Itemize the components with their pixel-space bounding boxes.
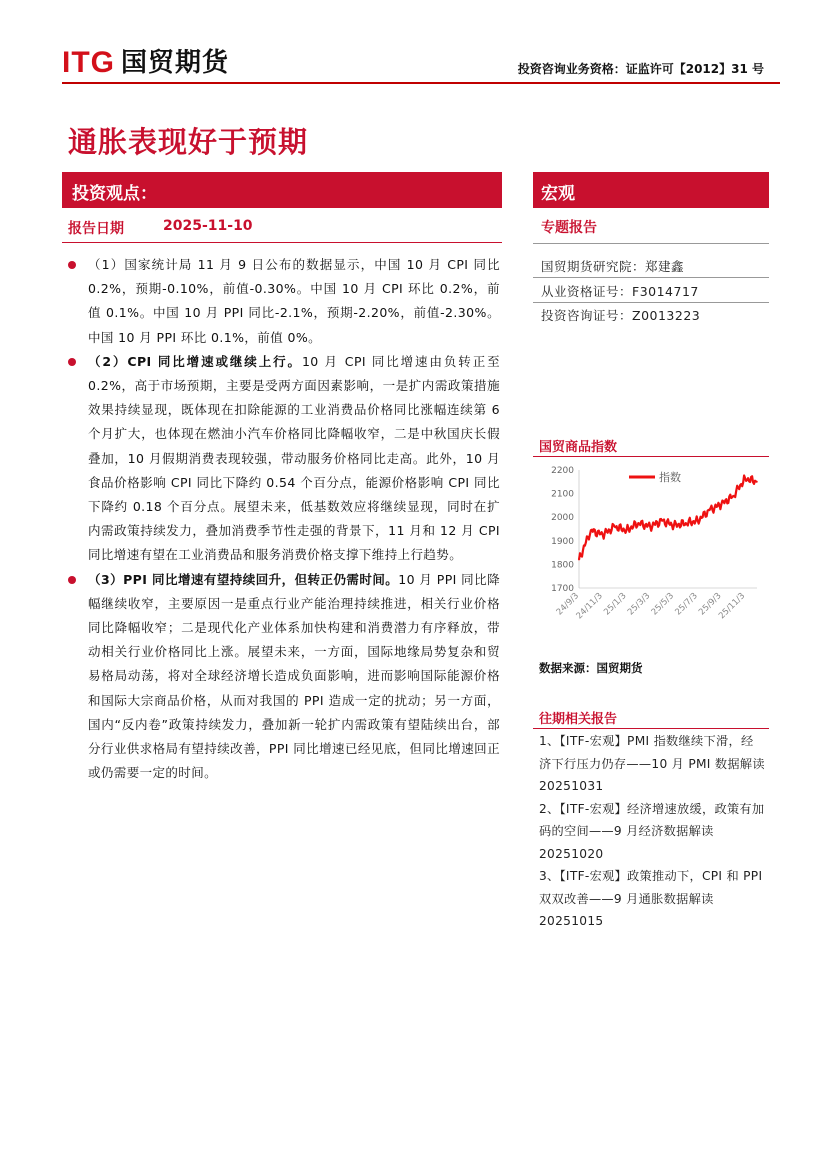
series-line-index [579, 476, 757, 560]
author-divider [533, 277, 769, 278]
data-point [661, 520, 663, 522]
date-divider [62, 242, 502, 243]
section-bar-left-label: 投资观点： [72, 184, 157, 204]
related-report-item[interactable]: 3、【ITF-宏观】政策推动下，CPI 和 PPI 双双改善——9 月通胀数据解读 20251015 [539, 869, 763, 928]
data-point [697, 520, 699, 522]
y-tick-label: 2000 [551, 513, 574, 524]
page-title: 通胀表现好于预期 [68, 125, 309, 159]
data-point [626, 529, 628, 531]
x-tick-label: 24/9/3 [554, 591, 582, 618]
x-tick-label: 24/11/3 [574, 591, 605, 622]
view-point-3 [68, 568, 500, 786]
y-tick-label: 1900 [551, 536, 574, 547]
y-tick-label: 1800 [551, 560, 574, 571]
data-point [673, 525, 675, 527]
related-reports-list [539, 730, 765, 933]
y-tick-label: 2200 [551, 466, 574, 476]
x-tick-label: 25/5/3 [649, 591, 677, 618]
x-tick-label: 25/7/3 [673, 591, 700, 618]
author-divider [533, 302, 769, 303]
data-point [649, 526, 651, 528]
related-reports-title: 往期相关报告 [539, 712, 618, 727]
data-point [638, 522, 640, 524]
data-point [578, 559, 580, 561]
point-heading: （2）CPI 同比增速或继续上行。 [88, 353, 302, 369]
point-text: （1）国家统计局 11 月 9 日公布的数据显示，中国 10 月 CPI 同比 0.2%，预期-0.10%，前值-0.30%。中国 10 月 CPI 环比 0.2%，前值 0.1%。中国 10 月 PPI 同比-2.1%，预期-2.20%，前值-2.30%。中国 10 月 PPI 环比 0.1%，前值 0%。 [88, 257, 500, 345]
data-point [709, 509, 711, 511]
data-point [602, 534, 604, 536]
chart-source: 数据来源：国贸期货 [539, 661, 643, 675]
data-point [590, 529, 592, 531]
x-tick-label: 25/11/3 [717, 591, 748, 622]
investment-views [68, 253, 500, 785]
data-point [732, 495, 734, 497]
view-point-2 [68, 350, 500, 568]
author-name: 国贸期货研究院：郑建鑫 [541, 259, 685, 274]
chart-title-divider [533, 456, 769, 457]
point-heading: （3）PPI 同比增速有望持续回升，但转正仍需时间。 [88, 571, 399, 587]
qualification-number: 从业资格证号：F3014717 [541, 284, 699, 299]
point-text: 10 月 PPI 同比降幅继续收窄，主要原因一是重点行业产能治理持续推进，相关行业价格同比降幅收窄；二是现代化产业体系加快构建和消费潜力有序释放，带动相关行业价格同比上涨。展望未来，一方面，国际地缘局势复杂和贸易格局动荡，将对全球经济增长造成负面影响，进而影响国际能源价格和国际大宗商品价格，从而对我国的 PPI 造成一定的扰动；另一方面，国内“反内卷”政策持续发力，叠加新一轮扩内需政策有望陆续出台，部分行业供求格局有望持续改善，PPI 同比增速已经见底，但同比增速回正或仍需要一定的时间。 [88, 571, 500, 781]
bullet-icon [68, 261, 76, 269]
related-report-item[interactable]: 2、【ITF-宏观】经济增速放缓，政策有加码的空间——9 月经济数据解读 20251020 [539, 801, 765, 861]
related-divider [533, 728, 769, 729]
bullet-icon [68, 358, 76, 366]
data-point [744, 477, 746, 479]
section-bar-right-label: 宏观 [541, 184, 575, 204]
bullet-icon [68, 576, 76, 584]
consulting-number: 投资咨询证号：Z0013223 [541, 308, 701, 323]
view-point-1 [68, 253, 500, 350]
data-point [614, 526, 616, 528]
data-point [685, 522, 687, 524]
report-date-value: 2025-11-10 [163, 218, 253, 234]
chart-title: 国贸商品指数 [539, 440, 618, 455]
index-chart [533, 460, 769, 655]
y-tick-label: 2100 [551, 489, 574, 500]
legend-label: 指数 [659, 471, 681, 484]
related-report-item[interactable]: 1、【ITF-宏观】PMI 指数继续下滑，经济下行压力仍存——10 月 PMI 数据解读 20251031 [539, 734, 765, 793]
logo-itg: ITG [62, 46, 115, 79]
y-tick-label: 1700 [551, 584, 574, 594]
logo-company-name: 国贸期货 [121, 48, 230, 78]
x-tick-label: 25/9/3 [697, 591, 724, 618]
point-text: 10 月 CPI 同比增速由负转正至 0.2%，高于市场预期，主要是受两方面因素影响，一是扩内需政策措施效果持续显现，既体现在扣除能源的工业消费品价格同比涨幅连续第 6 个月扩大，也体现在燃油小汽车价格同比降幅收窄，二是中秋国庆长假叠加，10 月假期消费表现较强，带动服务价格同比走高。此外，10 月食品价格影响 CPI 同比下降约 0.54 个百分点，能源价格影响 CPI 同比下降约 0.18 个百分点。展望未来，低基数效应将继续显现，同时在扩内需政策持续发力，叠加消费季节性走强的背景下，11 月和 12 月 CPI 同比增速有望在工业消费品和服务消费价格支撑下维持上行趋势。 [88, 353, 500, 563]
report-type: 专题报告 [541, 220, 597, 236]
x-tick-label: 25/1/3 [602, 591, 629, 618]
report-date-label: 报告日期 [68, 221, 124, 237]
license-text: 投资咨询业务资格：证监许可【2012】31 号 [517, 62, 764, 76]
x-tick-label: 25/3/3 [625, 591, 653, 618]
author-divider [533, 243, 769, 244]
header-divider [62, 82, 780, 84]
data-point [756, 481, 758, 483]
data-point [721, 503, 723, 505]
